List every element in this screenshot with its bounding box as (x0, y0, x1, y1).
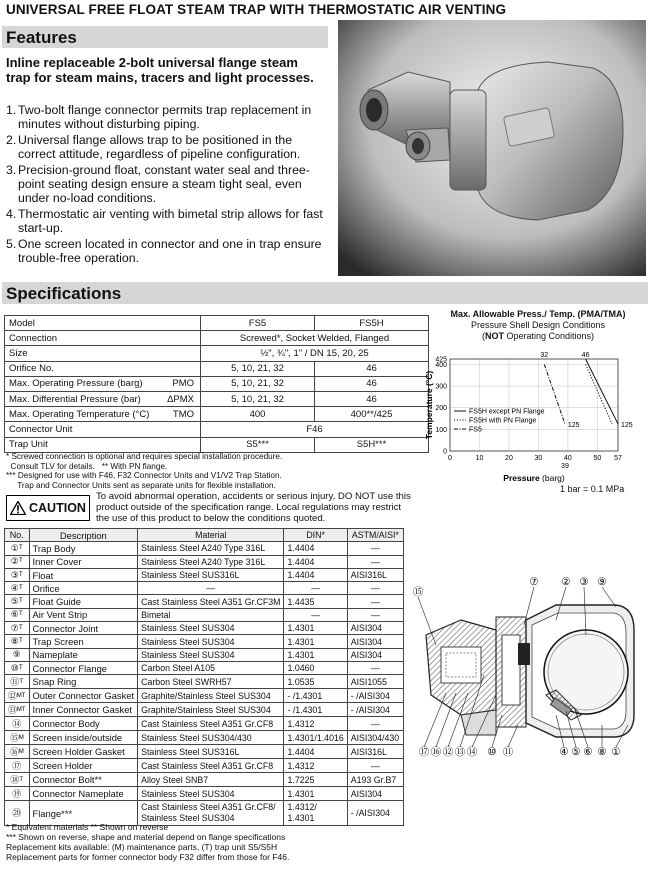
part-callout: ⑯ (430, 746, 442, 758)
feature-item: 3. Precision-ground float, constant water seal and three-point seating design ensure a steam tight seal, even under no-load conditions. (6, 163, 310, 205)
table-row: ⑭ Connector Body Cast Stainless Steel A351 Gr.CF8 1.4312 — (5, 717, 404, 731)
table-row: ⑦ᵀ Connector Joint Stainless Steel SUS304 1.4301 AISI304 (5, 622, 404, 635)
table-row: ①ᵀ Trap Body Stainless Steel A240 Type 316L 1.4404 — (5, 542, 404, 555)
table-header-row: No. Description Material DIN* ASTM/AISI* (5, 529, 404, 542)
series-line (586, 364, 613, 424)
x-tick-label: 40 (563, 455, 572, 462)
table-row: Connection Screwed*, Socket Welded, Flanged (5, 331, 429, 346)
table-row: ②ᵀ Inner Cover Stainless Steel A240 Type 316L 1.4404 — (5, 555, 404, 568)
table-row: ⑰ Screen Holder Cast Stainless Steel A351 Gr.CF8 1.4312 — (5, 759, 404, 773)
product-photo (338, 20, 646, 276)
part-callout: ③ (579, 576, 589, 588)
table-row: Trap Unit S5*** S5H*** (5, 437, 429, 452)
legend-label: FS5 (469, 426, 482, 434)
feature-item: 5. One screen located in connector and one in trap ensure trouble-free operation. (6, 237, 322, 265)
steam-trap-illustration (338, 20, 646, 276)
chart-subtitle: Pressure Shell Design Conditions (470, 320, 606, 330)
cutaway-diagram (406, 575, 646, 760)
features-lead: Inline replaceable 2-bolt universal flange steam trap for steam mains, tracers and light processes. (6, 55, 314, 85)
part-callout: ⑰ (418, 746, 430, 758)
spec-table (4, 315, 429, 453)
y-tick-label: 425 (435, 356, 447, 364)
table-row: Orifice No. 5, 10, 21, 32 46 (5, 361, 429, 376)
series-line (544, 364, 565, 424)
warning-triangle-icon (10, 501, 26, 515)
y-tick-label: 100 (435, 426, 447, 434)
table-row: ⑱ᵀ Connector Bolt** Alloy Steel SNB7 1.7225 A193 Gr.B7 (5, 773, 404, 787)
annotation-label: 32 (540, 352, 549, 359)
materials-notes: * Equivalent materials ** Shown on reverse *** Shown on reverse, shape and material depend on flange specifications Replacement kits available: (M) maintenance parts, (T) trap unit S5/S5H Replacement parts for former connector body F32 differ from those for F46. (6, 822, 290, 862)
table-row: ⑬ᴹᵀ Inner Connector Gasket Graphite/Stainless Steel SUS304 - /1.4301 - /AISI304 (5, 703, 404, 717)
x-tick-label: 30 (534, 455, 543, 462)
part-callout: ① (611, 746, 621, 758)
y-tick-label: 0 (443, 448, 447, 456)
x-tick-label: 0 (448, 455, 452, 462)
chart-title: Max. Allowable Press./ Temp. (PMA/TMA) (450, 309, 626, 319)
part-callout: ⑨ (597, 576, 607, 588)
specifications-heading: Specifications (2, 282, 648, 304)
page-title: UNIVERSAL FREE FLOAT STEAM TRAP WITH THERMOSTATIC AIR VENTING (6, 2, 507, 17)
part-callout: ④ (559, 746, 569, 758)
table-row: ⑳ Flange*** Cast Stainless Steel A351 Gr.CF8/ Stainless Steel SUS304 1.4312/ 1.4301 - /AISI304 (5, 801, 404, 826)
table-row: Max. Operating Temperature (°C) TMO 400 400**/425 (5, 407, 429, 422)
feature-item: 1. Two-bolt flange connector permits trap replacement in minutes without disturbing piping. (6, 103, 312, 131)
part-callout: ⑬ (454, 746, 466, 758)
part-callout: ⑫ (442, 746, 454, 758)
y-tick-label: 300 (435, 383, 447, 391)
x-tick-label: 50 (593, 455, 602, 462)
table-row: Connector Unit F46 (5, 422, 429, 437)
part-callout: ⑥ (583, 746, 593, 758)
pma-tma-chart (420, 345, 648, 485)
table-row: ④ᵀ Orifice — — — (5, 582, 404, 595)
x-axis-label: Pressure (barg) (503, 473, 565, 483)
legend-label: FS5H with PN Flange (469, 417, 537, 425)
series-line (586, 359, 618, 424)
chart-subtitle-2: (NOT Operating Conditions) (481, 331, 595, 341)
part-callout: ⑪ (502, 746, 514, 758)
table-row: ⑪ᵀ Snap Ring Carbon Steel SWRH57 1.0535 AISI1055 (5, 675, 404, 689)
spec-notes: * Screwed connection is optional and requires special installation procedure. Consult TLV for details. ** With PN flange. *** Designed for use with F46, F32 Connector Units and V1/V2 Trap Station. Trap and Connector Units sent as separate units for flexible installation. (6, 452, 283, 490)
table-row: ⑫ᴹᵀ Outer Connector Gasket Graphite/Stainless Steel SUS304 - /1.4301 - /AISI304 (5, 689, 404, 703)
features-list (6, 103, 324, 267)
annotation-label: 39 (561, 463, 569, 470)
y-axis-label: Temperature (°C) (424, 370, 434, 440)
annotation-label: 46 (581, 352, 590, 359)
table-row: ⑥ᵀ Air Vent Strip Bimetal — — (5, 608, 404, 621)
part-callout: ⑩ (487, 746, 497, 758)
y-tick-label: 200 (435, 405, 447, 413)
part-callout: ⑦ (529, 576, 539, 588)
caution-text: To avoid abnormal operation, accidents or serious injury, DO NOT use this product outside of the specification range. Local regulations may restrict the use of this product to below the conditions quoted. (96, 491, 411, 524)
table-row: Max. Differential Pressure (bar) ΔPMX 5, 10, 21, 32 46 (5, 391, 429, 406)
table-row: Model FS5 FS5H (5, 316, 429, 331)
table-row: ⑩ᵀ Connector Flange Carbon Steel A105 1.0460 — (5, 661, 404, 674)
table-row: ⑲ Connector Nameplate Stainless Steel SUS304 1.4301 AISI304 (5, 787, 404, 801)
materials-table (4, 528, 404, 826)
part-callout: ② (561, 576, 571, 588)
table-row: ⑤ᵀ Float Guide Cast Stainless Steel A351 Gr.CF3M 1.4435 — (5, 595, 404, 608)
part-callout: ⑧ (597, 746, 607, 758)
x-tick-label: 20 (505, 455, 513, 462)
table-row: ⑧ᵀ Trap Screen Stainless Steel SUS304 1.4301 AISI304 (5, 635, 404, 648)
y-tick-label: 400 (435, 361, 447, 369)
part-callout: ⑮ (412, 586, 424, 598)
caution-label: CAUTION (6, 495, 90, 521)
x-tick-label: 57 (614, 455, 622, 462)
feature-item: 4. Thermostatic air venting with bimetal strip allows for fast start-up. (6, 207, 323, 235)
table-row: Size ½", ¾", 1" / DN 15, 20, 25 (5, 346, 429, 361)
annotation-label: 125 (567, 421, 580, 429)
feature-item: 2. Universal flange allows trap to be positioned in the correct attitude, regardless of pipeline configuration. (6, 133, 301, 161)
x-tick-label: 10 (475, 455, 484, 462)
annotation-label: 125 (621, 421, 633, 429)
table-row: ⑯ᴹ Screen Holder Gasket Stainless Steel SUS316L 1.4404 AISI316L (5, 745, 404, 759)
part-callout: ⑭ (466, 746, 478, 758)
part-callout: ⑤ (571, 746, 581, 758)
table-row: ③ᵀ Float Stainless Steel SUS316L 1.4404 AISI316L (5, 568, 404, 581)
chart-title-block (428, 309, 648, 342)
table-row: ⑨ Nameplate Stainless Steel SUS304 1.4301 AISI304 (5, 648, 404, 661)
table-row: Max. Operating Pressure (barg) PMO 5, 10, 21, 32 46 (5, 376, 429, 391)
features-heading: Features (2, 26, 328, 48)
table-row: ⑮ᴹ Screen inside/outside Stainless Steel SUS304/430 1.4301/1.4016 AISI304/430 (5, 731, 404, 745)
chart-note: 1 bar = 0.1 MPa (560, 484, 625, 494)
legend-label: FS5H except PN Flange (469, 408, 545, 416)
